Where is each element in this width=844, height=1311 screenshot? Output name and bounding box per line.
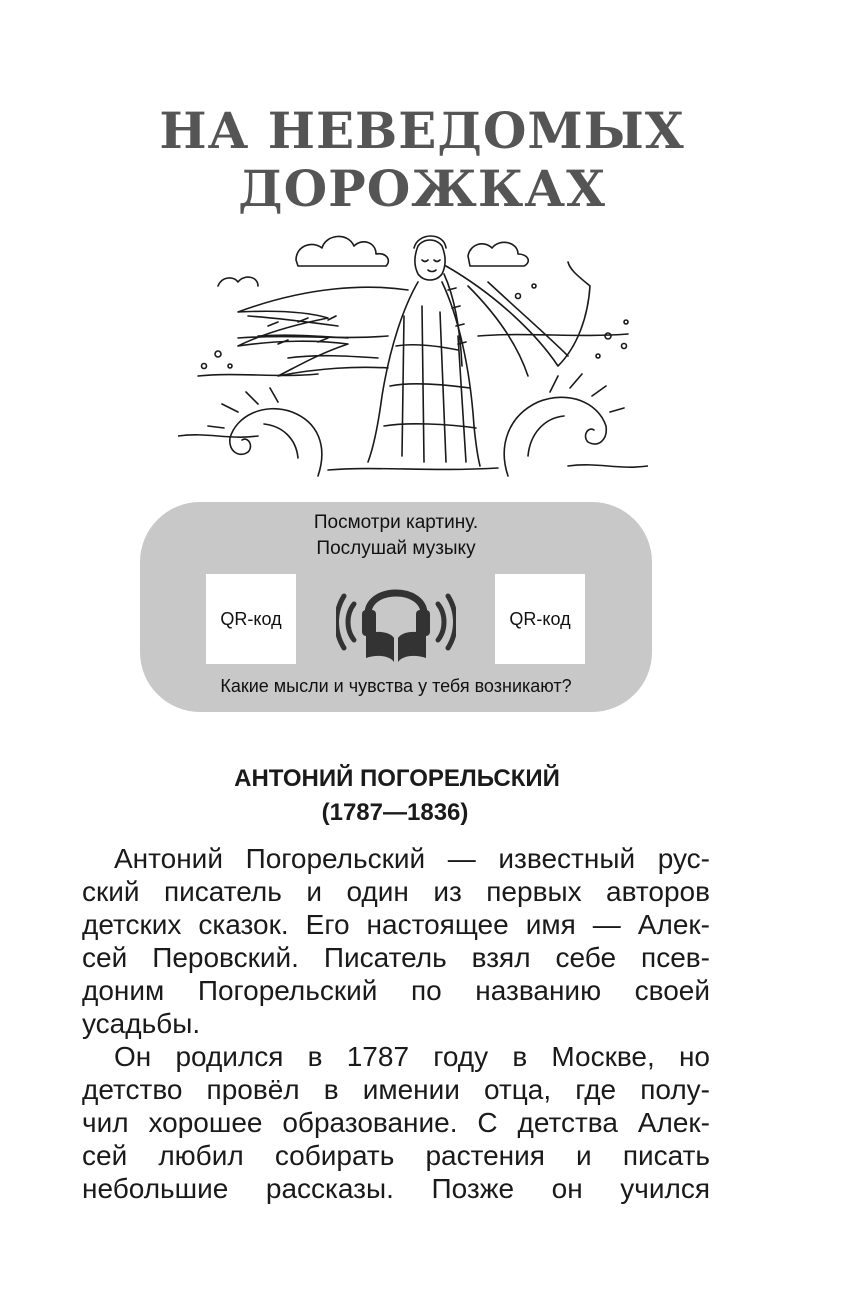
- text-line: доним Погорельский по названию своей: [82, 975, 710, 1006]
- panel-instruction-2: Послушай музыку: [316, 538, 476, 559]
- text-line: усадьбы.: [82, 1008, 201, 1039]
- text-line: Он родился в 1787 году в Москве, но: [114, 1041, 710, 1072]
- biography-paragraph-1: [82, 842, 710, 1040]
- text-line: чил хорошее образование. С детства Алек-: [82, 1107, 710, 1138]
- author-years: (1787—1836): [321, 799, 469, 826]
- panel-instruction-1: Посмотри картину.: [313, 512, 479, 533]
- qr-code-left[interactable]: [206, 574, 296, 664]
- swan-princess-illustration: [178, 226, 648, 478]
- title-line-2: ДОРОЖКАХ: [238, 159, 606, 218]
- biography-text: [82, 842, 710, 1205]
- headphones-book-icon: [336, 572, 456, 668]
- text-line: небольшие рассказы. Позже он учился: [82, 1173, 710, 1204]
- page-title: [0, 102, 844, 218]
- text-line: детских сказок. Его настоящее имя — Алек-: [82, 909, 710, 940]
- title-line-1: НА НЕВЕДОМЫХ: [159, 101, 685, 160]
- qr-code-right-label: QR-код: [509, 608, 571, 629]
- author-name: АНТОНИЙ ПОГОРЕЛЬСКИЙ: [234, 765, 560, 792]
- media-panel: [140, 502, 652, 712]
- qr-code-right[interactable]: [495, 574, 585, 664]
- text-line: Антоний Погорельский — известный рус-: [114, 843, 710, 874]
- text-line: ский писатель и один из первых авторов: [82, 876, 710, 907]
- biography-paragraph-2: [82, 1040, 710, 1205]
- text-line: сей любил собирать растения и писать: [82, 1140, 710, 1171]
- qr-code-left-label: QR-код: [220, 608, 282, 629]
- text-line: детство провёл в имении отца, где полу-: [82, 1074, 710, 1105]
- panel-question: Какие мысли и чувства у тебя возникают?: [220, 676, 572, 696]
- text-line: сей Перовский. Писатель взял себе псев-: [82, 942, 710, 973]
